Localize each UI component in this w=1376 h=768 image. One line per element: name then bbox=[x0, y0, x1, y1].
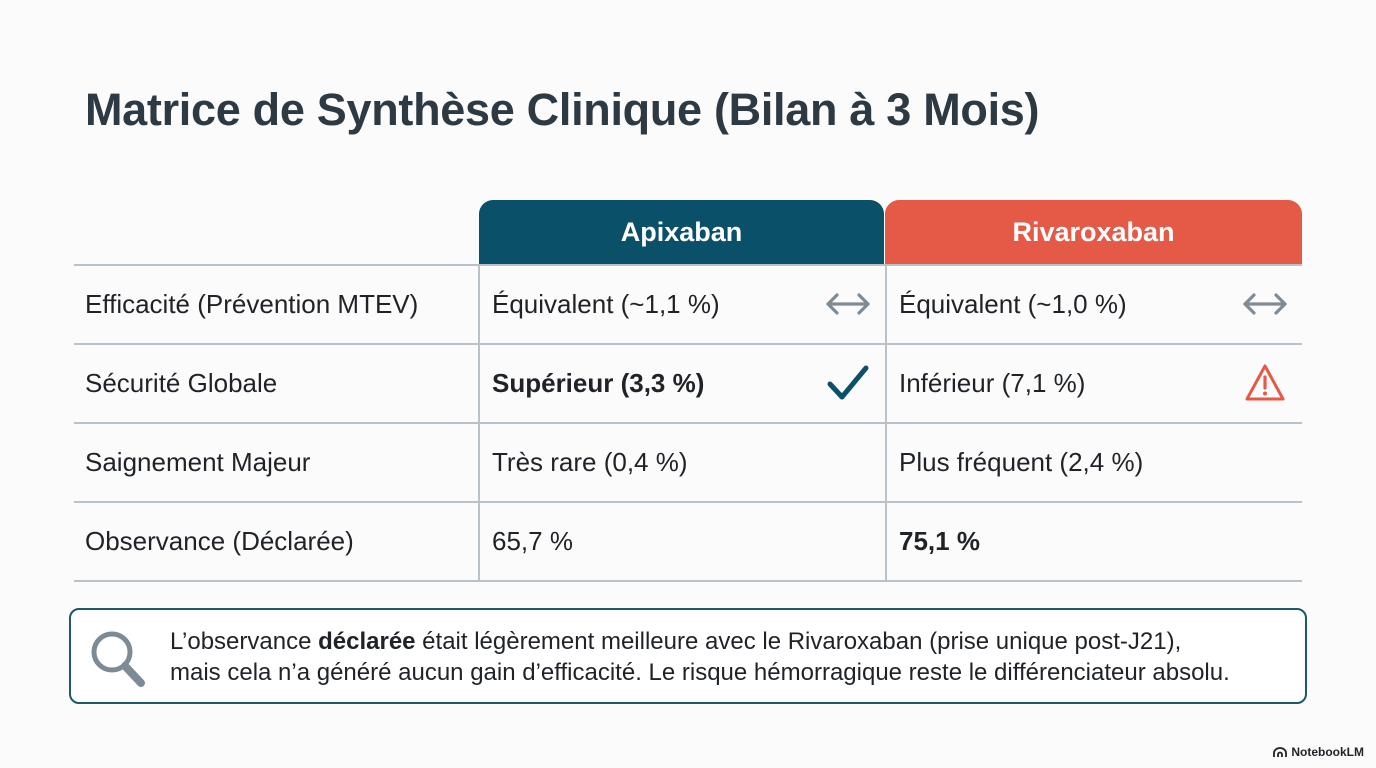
rivaroxaban-value: Inférieur (7,1 %) bbox=[899, 368, 1086, 398]
row-label: Saignement Majeur bbox=[85, 447, 311, 477]
apixaban-value: Équivalent (~1,1 %) bbox=[492, 289, 720, 319]
page-title: Matrice de Synthèse Clinique (Bilan à 3 Mois) bbox=[85, 84, 1040, 135]
rivaroxaban-cell bbox=[885, 424, 1302, 501]
comparison-matrix bbox=[74, 200, 1302, 576]
apixaban-value: Très rare (0,4 %) bbox=[492, 447, 688, 477]
rivaroxaban-value: 75,1 % bbox=[899, 526, 980, 556]
bidirectional-arrow-icon bbox=[825, 292, 871, 316]
rivaroxaban-cell bbox=[885, 345, 1302, 422]
callout-text bbox=[170, 626, 1300, 688]
magnifier-icon bbox=[89, 629, 147, 689]
bidirectional-arrow-icon bbox=[1242, 292, 1288, 316]
table-row bbox=[74, 422, 1302, 501]
insight-callout bbox=[69, 608, 1307, 704]
apixaban-value: Supérieur (3,3 %) bbox=[492, 368, 705, 398]
notebooklm-logo-icon bbox=[1273, 747, 1287, 758]
rivaroxaban-cell bbox=[885, 266, 1302, 343]
row-label: Sécurité Globale bbox=[85, 368, 278, 398]
callout-text-part2: était légèrement meilleure avec le Rivaroxaban (prise unique post-J21), bbox=[415, 628, 1182, 655]
column-header-apixaban: Apixaban bbox=[479, 200, 884, 264]
table-row bbox=[74, 264, 1302, 343]
callout-text-part1: L’observance bbox=[170, 628, 319, 655]
brand-name: NotebookLM bbox=[1291, 745, 1364, 759]
row-label: Efficacité (Prévention MTEV) bbox=[85, 289, 419, 319]
apixaban-cell bbox=[478, 424, 885, 501]
apixaban-cell bbox=[478, 345, 885, 422]
brand-watermark bbox=[1273, 745, 1364, 759]
table-row bbox=[74, 343, 1302, 422]
row-label: Observance (Déclarée) bbox=[85, 526, 354, 556]
apixaban-cell bbox=[478, 266, 885, 343]
rivaroxaban-value: Équivalent (~1,0 %) bbox=[899, 289, 1127, 319]
matrix-rows bbox=[74, 264, 1302, 582]
rivaroxaban-value: Plus fréquent (2,4 %) bbox=[899, 447, 1144, 477]
apixaban-value: 65,7 % bbox=[492, 526, 573, 556]
column-header-rivaroxaban: Rivaroxaban bbox=[885, 200, 1302, 264]
callout-text-line2: mais cela n’a généré aucun gain d’efficacité. Le risque hémorragique reste le différenciateur absolu. bbox=[170, 659, 1230, 686]
callout-emphasis: déclarée bbox=[318, 628, 416, 655]
warning-icon bbox=[1244, 363, 1286, 403]
rivaroxaban-cell bbox=[885, 503, 1302, 580]
checkmark-icon bbox=[827, 364, 869, 402]
table-row bbox=[74, 501, 1302, 582]
apixaban-cell bbox=[478, 503, 885, 580]
